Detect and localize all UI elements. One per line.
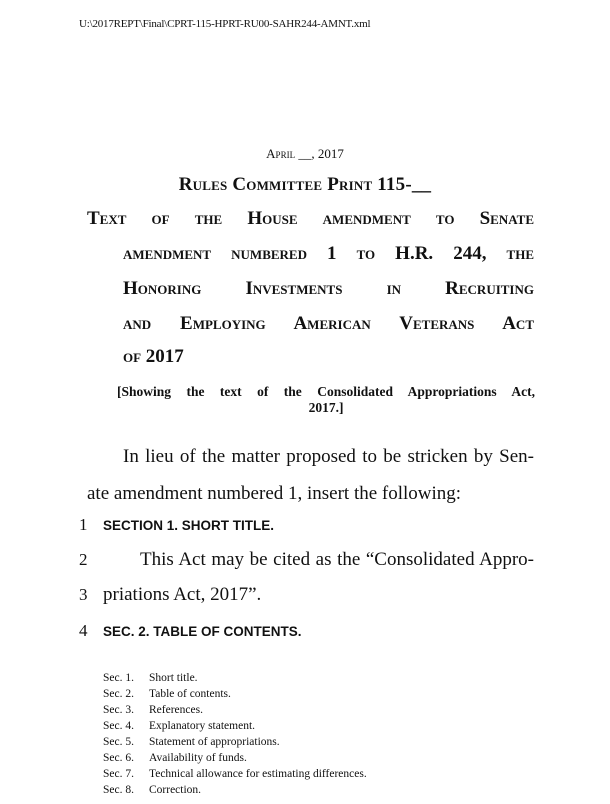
toc-number: Sec. 3.	[103, 704, 134, 716]
toc-entry	[103, 702, 367, 718]
toc-number: Sec. 4.	[103, 720, 134, 732]
line-number: 2	[79, 550, 88, 569]
toc-entry	[103, 718, 367, 734]
toc-title: Correction.	[149, 784, 202, 796]
toc-number: Sec. 6.	[103, 752, 134, 764]
toc-title: Technical allowance for estimating differences.	[149, 768, 367, 780]
toc-entry	[103, 670, 367, 686]
toc-number: Sec. 1.	[103, 672, 134, 684]
section-1-text-line-2: priations Act, 2017”.	[103, 584, 262, 605]
instruction-line-2: ate amendment numbered 1, insert the following:	[87, 483, 462, 504]
toc-entry	[103, 782, 367, 798]
toc-title: Statement of appropriations.	[149, 736, 280, 748]
rules-committee-print-title: Rules Committee Print 115-__	[178, 174, 432, 195]
showing-note	[117, 384, 535, 416]
toc-number: Sec. 5.	[103, 736, 134, 748]
section-1-heading: SECTION 1. SHORT TITLE.	[103, 518, 275, 533]
line-number: 1	[79, 515, 88, 534]
document-title-line-2: amendment numbered 1 to H.R. 244, the	[123, 243, 534, 264]
showing-note-line-2: 2017.]	[308, 400, 344, 415]
document-title-line-4: and Employing American Veterans Act	[123, 313, 534, 334]
toc-entry	[103, 734, 367, 750]
toc-number: Sec. 7.	[103, 768, 134, 780]
toc-title: References.	[149, 704, 203, 716]
document-title-line-5: of 2017	[123, 346, 184, 367]
toc-title: Availability of funds.	[149, 752, 247, 764]
instruction-line-1: In lieu of the matter proposed to be stricken by Sen-	[123, 446, 534, 467]
table-of-contents	[103, 670, 367, 798]
section-2-heading: SEC. 2. TABLE OF CONTENTS.	[103, 624, 302, 639]
toc-number: Sec. 2.	[103, 688, 134, 700]
section-1-text-line-1: This Act may be cited as the “Consolidated Appro-	[140, 549, 534, 570]
date-line: April __, 2017	[266, 146, 344, 161]
document-title-line-3: Honoring Investments in Recruiting	[123, 278, 534, 299]
toc-entry	[103, 766, 367, 782]
line-number: 3	[79, 585, 88, 604]
toc-number: Sec. 8.	[103, 784, 134, 796]
file-path-header: U:\2017REPT\Final\CPRT-115-HPRT-RU00-SAHR244-AMNT.xml	[79, 18, 371, 30]
toc-title: Table of contents.	[149, 688, 231, 700]
toc-title: Short title.	[149, 672, 198, 684]
toc-entry	[103, 750, 367, 766]
toc-title: Explanatory statement.	[149, 720, 256, 732]
document-title-line-1: Text of the House amendment to Senate	[87, 208, 534, 229]
line-number: 4	[79, 621, 88, 640]
toc-entry	[103, 686, 367, 702]
showing-note-line-1: [Showing the text of the Consolidated Appropriations Act,	[117, 384, 535, 399]
